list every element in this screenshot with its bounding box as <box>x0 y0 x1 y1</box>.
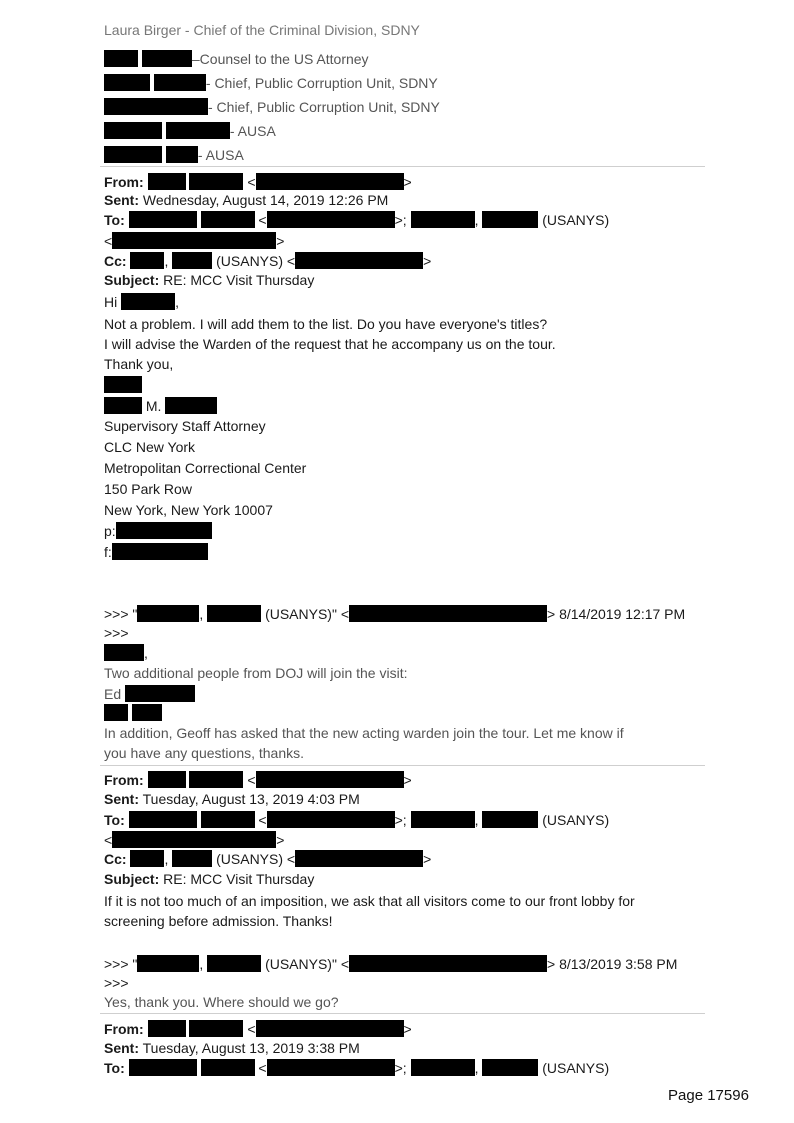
cc-line: Cc: , (USANYS) < > <box>104 851 432 867</box>
redaction <box>482 1059 538 1076</box>
subject-line: Subject: RE: MCC Visit Thursday <box>104 272 315 288</box>
redaction <box>104 74 150 91</box>
redaction <box>130 850 164 867</box>
redaction <box>116 522 212 539</box>
clipped-line: Laura Birger - Chief of the Criminal Division, SDNY <box>104 22 420 38</box>
signature-line: Metropolitan Correctional Center <box>104 460 307 476</box>
phone-line: p: <box>104 522 212 540</box>
redaction <box>125 685 195 702</box>
redaction <box>166 122 230 139</box>
recipient-line: - Chief, Public Corruption Unit, SDNY <box>104 74 438 92</box>
redaction <box>129 1059 197 1076</box>
redaction <box>256 173 404 190</box>
redaction <box>104 644 144 661</box>
redaction <box>112 543 208 560</box>
redaction <box>132 704 162 721</box>
to-continuation: < > <box>104 832 285 848</box>
divider <box>100 166 705 167</box>
signature-line: New York, New York 10007 <box>104 502 273 518</box>
body-line: I will advise the Warden of the request that he accompany us on the tour. <box>104 336 556 352</box>
redaction <box>201 211 255 228</box>
quote-body-line: In addition, Geoff has asked that the new acting warden join the tour. Let me know if <box>104 725 624 741</box>
body-line: screening before admission. Thanks! <box>104 913 333 929</box>
redaction <box>267 211 395 228</box>
body-line: If it is not too much of an imposition, we ask that all visitors come to our front lobby for <box>104 893 635 909</box>
quote-marker: >>> <box>104 625 129 641</box>
fax-line: f: <box>104 543 208 561</box>
quote-greeting: , <box>104 644 148 662</box>
signature-line: 150 Park Row <box>104 481 192 497</box>
redaction <box>104 376 142 393</box>
cc-line: Cc: , (USANYS) < > <box>104 253 432 269</box>
redaction <box>189 173 243 190</box>
quote-header: >>> " , (USANYS)" < > 8/13/2019 3:58 PM <box>104 956 678 972</box>
greeting: Hi , <box>104 294 180 310</box>
redaction <box>104 122 162 139</box>
redaction <box>121 293 175 310</box>
redaction <box>482 811 538 828</box>
to-continuation: < > <box>104 233 285 249</box>
signature-title: Supervisory Staff Attorney <box>104 418 266 434</box>
to-line: To: < >; , (USANYS) <box>104 812 610 828</box>
redaction <box>295 252 423 269</box>
recipient-line: - Chief, Public Corruption Unit, SDNY <box>104 98 440 116</box>
redaction <box>104 397 142 414</box>
redaction <box>349 605 547 622</box>
redaction <box>207 955 261 972</box>
from-line: From: < > <box>104 174 412 190</box>
redaction <box>172 850 212 867</box>
redaction <box>172 252 212 269</box>
redaction <box>267 1059 395 1076</box>
recipient-line: –Counsel to the US Attorney <box>104 50 369 68</box>
quote-body-line: Yes, thank you. Where should we go? <box>104 994 339 1010</box>
body-line: Thank you, <box>104 356 174 372</box>
redaction <box>104 50 138 67</box>
redaction <box>112 831 276 848</box>
from-line: From: < > <box>104 1021 412 1037</box>
redaction <box>166 146 198 163</box>
signature-name: M. <box>104 397 217 415</box>
redaction <box>165 397 217 414</box>
redaction <box>148 173 186 190</box>
redaction <box>201 811 255 828</box>
redaction <box>201 1059 255 1076</box>
quote-name-line <box>104 704 162 722</box>
redaction <box>112 232 276 249</box>
quote-body-line: Two additional people from DOJ will join the visit: <box>104 665 408 681</box>
divider <box>100 765 705 766</box>
sent-line: Sent: Tuesday, August 13, 2019 3:38 PM <box>104 1040 360 1056</box>
redaction <box>129 211 197 228</box>
redaction <box>189 771 243 788</box>
quote-header: >>> " , (USANYS)" < > 8/14/2019 12:17 PM <box>104 606 686 622</box>
redaction <box>349 955 547 972</box>
redaction <box>129 811 197 828</box>
redaction <box>256 1020 404 1037</box>
redaction <box>482 211 538 228</box>
quote-marker: >>> <box>104 975 129 991</box>
recipient-line: - AUSA <box>104 122 276 140</box>
quote-name-line: Ed <box>104 685 195 703</box>
subject-line: Subject: RE: MCC Visit Thursday <box>104 871 315 887</box>
redaction <box>104 704 128 721</box>
redaction <box>104 146 162 163</box>
from-line: From: < > <box>104 772 412 788</box>
redaction <box>267 811 395 828</box>
sent-line: Sent: Wednesday, August 14, 2019 12:26 PM <box>104 192 389 208</box>
signature-name <box>104 376 142 394</box>
redaction <box>148 1020 186 1037</box>
page-number: Page 17596 <box>668 1087 749 1104</box>
body-line: Not a problem. I will add them to the list. Do you have everyone's titles? <box>104 316 548 332</box>
redaction <box>137 955 199 972</box>
redaction <box>137 605 199 622</box>
sent-line: Sent: Tuesday, August 13, 2019 4:03 PM <box>104 791 360 807</box>
redaction <box>411 1059 475 1076</box>
redaction <box>207 605 261 622</box>
redaction <box>256 771 404 788</box>
divider <box>100 1013 705 1014</box>
redaction <box>411 811 475 828</box>
redaction <box>154 74 206 91</box>
to-line: To: < >; , (USANYS) <box>104 212 610 228</box>
signature-line: CLC New York <box>104 439 196 455</box>
redaction <box>411 211 475 228</box>
redaction <box>148 771 186 788</box>
redaction <box>104 98 208 115</box>
redaction <box>295 850 423 867</box>
redaction <box>142 50 192 67</box>
recipient-line: - AUSA <box>104 146 244 164</box>
redaction <box>189 1020 243 1037</box>
quote-body-line: you have any questions, thanks. <box>104 745 305 761</box>
to-line: To: < >; , (USANYS) <box>104 1060 610 1076</box>
redaction <box>130 252 164 269</box>
